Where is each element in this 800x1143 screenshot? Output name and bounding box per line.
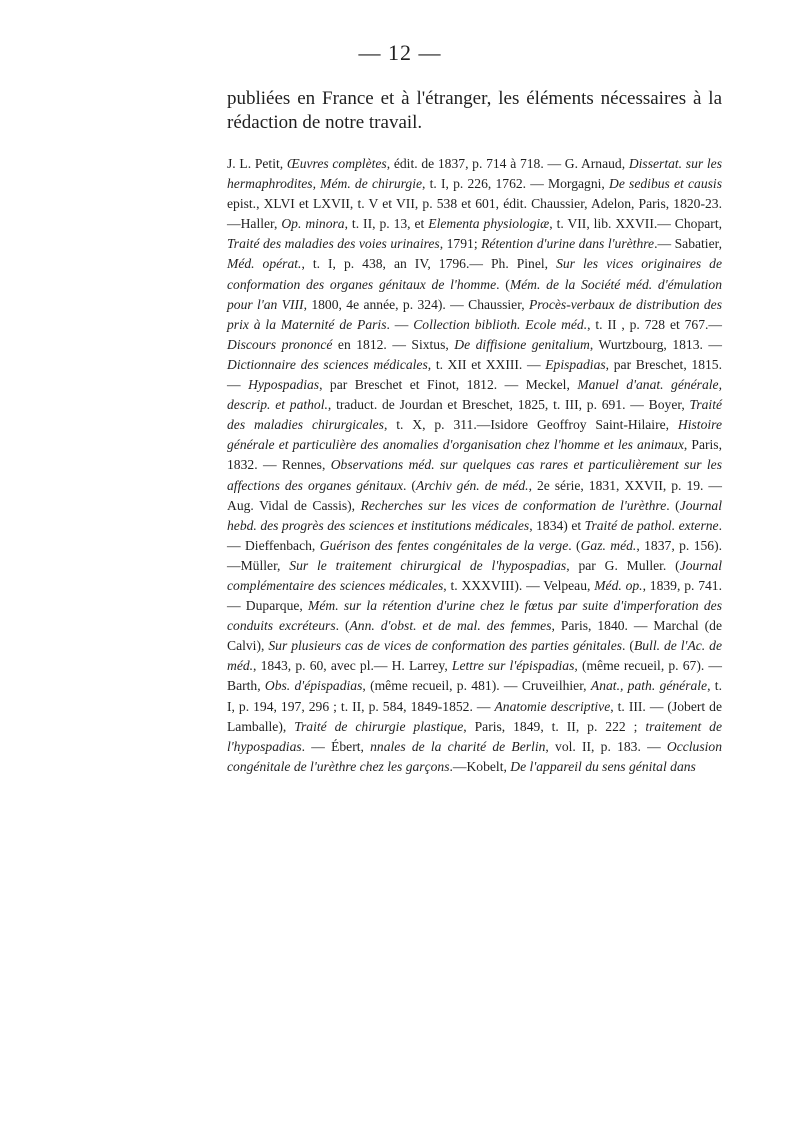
citation-title: Anat., path. générale [590, 678, 708, 694]
citation-title: Sur le traitement chirurgical de l'hypospadias [289, 557, 567, 573]
citation-title: Journal hebd. des progrès des sciences et institutions médicales [227, 497, 723, 533]
citation-text: . ( [666, 497, 680, 513]
citation-title: Guérison des fentes congénitales de la verge [319, 537, 569, 553]
citation-title: De sedibus et causis [609, 176, 722, 192]
citation-title: Procès-verbaux de distribution des prix à la Maternité de Paris [227, 296, 723, 332]
citation-title: Méd. opérat. [227, 256, 302, 272]
citation-text: , traduct. de Jourdan et Breschet, 1825, t. III, p. 691. — Boyer, [327, 397, 690, 413]
citation-title: Elementa physiologiæ [428, 216, 550, 232]
citation-text: , 1843, p. 60, avec pl.— H. Larrey, [253, 658, 452, 674]
citation-text: .—Kobelt, [449, 758, 511, 774]
citation-title: nnales de la charité de Berlin [370, 738, 546, 754]
citation-text: , t. II , p. 728 et 767.— [587, 316, 722, 332]
citation-text: , Paris, 1832. — Rennes, [227, 437, 722, 473]
citation-text: , 1834) et [529, 517, 585, 533]
citation-text: , édit. de 1837, p. 714 à 718. — G. Arnaud, [386, 156, 629, 171]
citation-text: , t. I, p. 438, an IV, 1796.— Ph. Pinel, [301, 256, 557, 272]
citation-text: , t. III. — (Jobert de Lamballe), [227, 698, 723, 734]
citation-text: , par Breschet, 1815. — [227, 356, 722, 393]
citation-text: epist., XLVI et LXVII, t. V et VII, p. 538 et 601, édit. Chaussier, Adelon, Paris, 1820-23.—Haller, [227, 196, 722, 232]
citation-title: Dissertat. sur les hermaphrodites, Mém. de chirurgie [227, 156, 722, 192]
citation-title: Obs. d'épispadias [264, 678, 363, 694]
citation-text: en 1812. — Sixtus, [332, 336, 455, 352]
citation-title: Recherches sur les vices de conformation de l'urèthre [360, 497, 667, 513]
citation-text: . ( [496, 276, 510, 292]
citation-title: Occlusion congénitale de l'urèthre chez les garçons [227, 738, 723, 774]
citation-text: J. L. Petit, [227, 156, 287, 171]
bibliography-paragraph [227, 154, 722, 777]
citation-text: , t. I, p. 194, 197, 296 ; t. II, p. 584, 1849-1852. — [227, 678, 722, 714]
citation-title: Dictionnaire des sciences médicales [227, 356, 428, 372]
citation-text: , 1800, 4e année, p. 324). — Chaussier, [303, 296, 529, 312]
citation-title: Mém. de la Société méd. d'émulation pour l'an VIII [227, 276, 723, 312]
citation-text: , t. VII, lib. XXVII.— Chopart, [549, 216, 722, 232]
citation-title: Manuel d'anat. générale, descrip. et pathol. [227, 377, 722, 413]
citation-title: Collection biblioth. Ecole méd. [413, 316, 588, 332]
citation-text: , par Breschet et Finot, 1812. — Meckel, [319, 377, 578, 393]
citation-text: , t. XII et XXIII. — [427, 356, 546, 372]
citation-text: . — [386, 316, 414, 332]
citation-text: , t. I, p. 226, 1762. — Morgagni, [422, 176, 609, 192]
citation-title: Rétention d'urine dans l'urèthre [481, 236, 655, 252]
citation-title: Observations méd. sur quelques cas rares et particulièrement sur les affections des organes génitaux [227, 457, 723, 493]
citation-title: Anatomie descriptive [494, 698, 611, 714]
citation-title: Traité des maladies des voies urinaires [227, 236, 440, 252]
citation-text: , vol. II, p. 183. — [545, 738, 667, 754]
citation-text: , Paris, 1849, t. II, p. 222 ; [463, 718, 646, 734]
citation-title: Lettre sur l'épispadias [451, 658, 575, 674]
citation-text: , (même recueil, p. 481). — Cruveilhier, [362, 678, 591, 694]
citation-title: Gaz. méd. [580, 537, 637, 553]
page-number: — 12 — [358, 40, 442, 65]
citation-text: . ( [335, 618, 350, 634]
citation-title: Traité de pathol. externe [584, 517, 719, 533]
citation-text: . — Ébert, [301, 738, 371, 754]
citation-title: Histoire générale et particulière des anomalies d'organisation chez l'homme et les animaux [227, 417, 722, 453]
citation-text: , (même recueil, p. 67). — Barth, [227, 658, 722, 694]
citation-text: . ( [403, 477, 416, 493]
citation-title: Traité de chirurgie plastique [294, 718, 464, 734]
citation-text: , par G. Muller. ( [566, 557, 680, 573]
citation-title: Sur plusieurs cas de vices de conformation des parties génitales [268, 638, 623, 654]
citation-title: Journal complémentaire des sciences médicales [227, 557, 722, 593]
citation-title: Méd. op. [594, 577, 643, 593]
citation-title: Bull. de l'Ac. de méd. [227, 638, 722, 674]
citation-title: traitement de l'hypospadias [227, 718, 722, 754]
citation-title: Mém. sur la rétention d'urine chez le fœtus par suite d'imperforation des conduits excréteurs [227, 598, 722, 634]
citation-text: , 1791; [439, 236, 482, 252]
citation-title: Archiv gén. de méd. [415, 477, 529, 493]
citation-title: De l'appareil du sens génital dans [510, 758, 696, 774]
citation-title: Op. minora [281, 216, 345, 232]
citation-text: . ( [622, 638, 634, 654]
citation-title: Hypospadias [248, 377, 320, 393]
citation-title: Epispadias [545, 356, 606, 372]
citation-text: , 1837, p. 156).—Müller, [227, 537, 723, 573]
citation-text: . ( [568, 537, 581, 553]
citation-text: , Wurtzbourg, 1813. — [589, 336, 722, 352]
citation-text: , 1839, p. 741. — Duparque, [227, 577, 722, 614]
citation-title: Œuvres complètes [286, 156, 387, 171]
citation-text: , t. X, p. 311.—Isidore Geoffroy Saint-Hilaire, [383, 417, 678, 433]
citation-title: Discours prononcé [227, 336, 333, 352]
intro-paragraph: publiées en France et à l'étranger, les éléments nécessaires à la rédaction de notre travail. [227, 88, 722, 133]
citation-text: . — Dieffenbach, [227, 517, 722, 553]
citation-text: , 2e série, 1831, XXVII, p. 19. — Aug. Vidal de Cassis), [227, 477, 723, 513]
citation-title: Sur les vices originaires de conformation des organes génitaux de l'homme [227, 256, 722, 292]
citation-text: , t. II, p. 13, et [344, 216, 429, 232]
citation-text: .— Sabatier, [654, 236, 722, 252]
citation-text: , t. XXXVIII). — Velpeau, [443, 577, 595, 593]
citation-text: , Paris, 1840. — Marchal (de Calvi), [227, 618, 722, 654]
citation-title: Ann. d'obst. et de mal. des femmes [349, 618, 552, 634]
citation-title: De diffisione genitalium [454, 336, 590, 352]
citation-title: Traité des maladies chirurgicales [227, 397, 723, 433]
